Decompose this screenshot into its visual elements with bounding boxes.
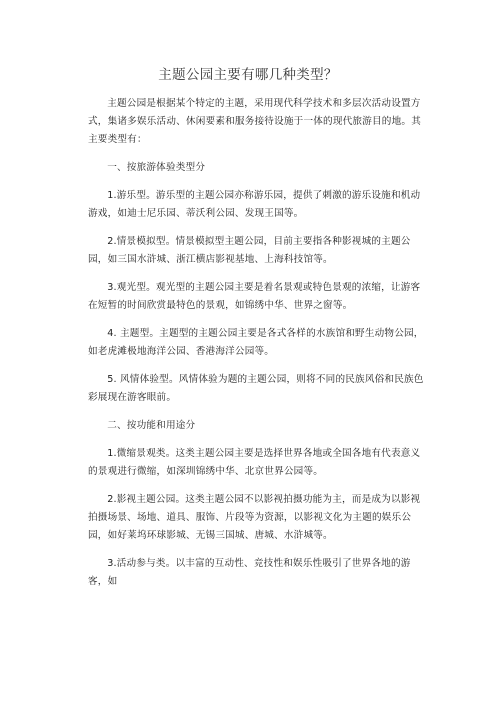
list-item-folk-experience: 5. 风情体验型。风情体验为题的主题公园，则将不同的民族风俗和民族色彩展现在游客眼前。 [88,374,424,403]
list-item-sightseeing: 3.观光型。观光型的主题公园主要是着名景观或特色景观的浓缩，让游客在短暂的时间欣赏最特色的景观，如锦绣中华、世界之窗等。 [88,282,421,311]
list-item-film: 2.影视主题公园。这类主题公园不以影视拍摄功能为主，而是成为以影视拍摄场景、场地、道具、服饰、片段等为资源，以影视文化为主题的娱乐公园，如好莱坞环球影城、无锡三国城、唐城、水浒城等。 [88,494,421,541]
page-title: 主题公园主要有哪几种类型？ [158,67,338,83]
list-item-amusement: 1.游乐型。游乐型的主题公园亦称游乐园，提供了刺激的游乐设施和机动游戏，如迪士尼乐园、蒂沃利公园、发现王国等。 [88,190,421,219]
intro-paragraph: 主题公园是根据某个特定的主题，采用现代科学技术和多层次活动设置方式，集诸多娱乐活动、休闲要素和服务接待设施于一体的现代旅游目的地。其主要类型有： [88,98,421,145]
list-item-miniature: 1.微缩景观类。这类主题公园主要是选择世界各地或全国各地有代表意义的景观进行微缩，如深圳锦绣中华、北京世界公园等。 [88,448,421,477]
list-item-scenario: 2.情景模拟型。情景模拟型主题公园，目前主要指各种影视城的主题公园，如三国水浒城、浙江横店影视基地、上海科技馆等。 [88,236,411,265]
section-heading-experience: 一、按旅游体验类型分 [107,162,206,173]
document-body [88,95,424,601]
section-heading-function: 二、按功能和用途分 [107,420,196,431]
list-item-theme: 4. 主题型。主题型的主题公园主要是各式各样的水族馆和野生动物公园，如老虎滩极地海洋公园、香港海洋公园等。 [88,328,424,357]
list-item-activity: 3.活动参与类。以丰富的互动性、竞技性和娱乐性吸引了世界各地的游客，如 [88,558,411,587]
